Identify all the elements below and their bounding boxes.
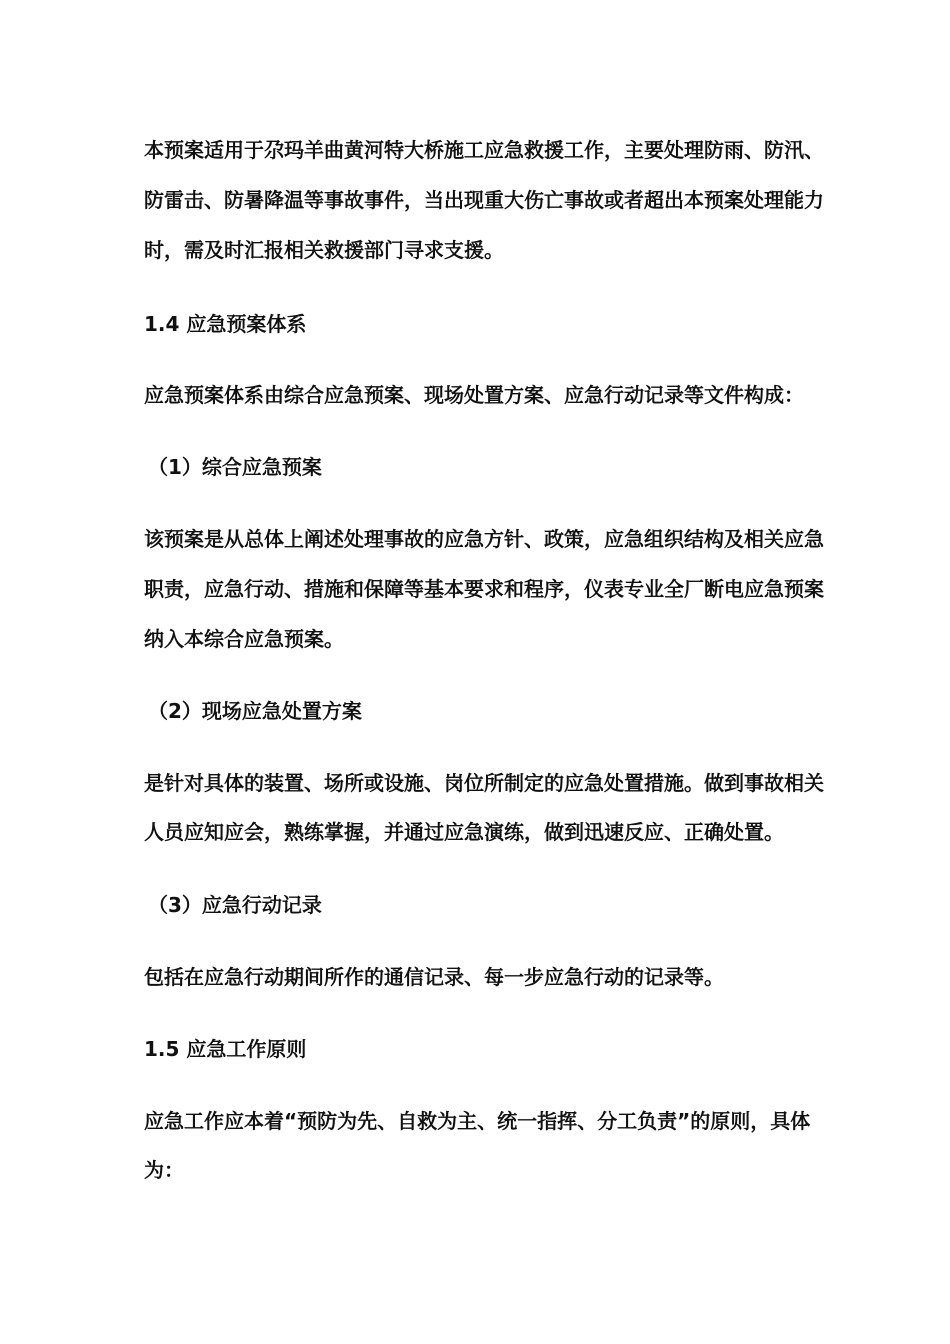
paragraph-scope-line-2: 防雷击、防暑降温等事故事件，当出现重大伤亡事故或者超出本预案处理能力 [144,188,824,212]
paragraph-principle-line-1: 应急工作应本着“预防为先、自救为主、统一指挥、分工负责”的原则，具体 [144,1109,811,1133]
subheading-action-record: （3）应急行动记录 [148,893,322,917]
paragraph-comprehensive-line-1: 该预案是从总体上阐述处理事故的应急方针、政策，应急组织结构及相关应急 [144,527,824,551]
section-heading-1-5: 1.5 应急工作原则 [144,1037,307,1061]
subheading-comprehensive-plan: （1）综合应急预案 [148,455,322,479]
subheading-onsite-plan: （2）现场应急处置方案 [148,699,362,723]
paragraph-onsite-line-2: 人员应知应会，熟练掌握，并通过应急演练，做到迅速反应、正确处置。 [144,820,784,844]
paragraph-action-record-line-1: 包括在应急行动期间所作的通信记录、每一步应急行动的记录等。 [144,965,724,989]
paragraph-comprehensive-line-3: 纳入本综合应急预案。 [144,627,344,651]
section-heading-1-4: 1.4 应急预案体系 [144,312,307,336]
paragraph-onsite-line-1: 是针对具体的装置、场所或设施、岗位所制定的应急处置措施。做到事故相关 [144,771,824,795]
paragraph-comprehensive-line-2: 职责，应急行动、措施和保障等基本要求和程序，仪表专业全厂断电应急预案 [144,577,824,601]
paragraph-scope-line-1: 本预案适用于尕玛羊曲黄河特大桥施工应急救援工作，主要处理防雨、防汛、 [144,138,824,162]
paragraph-scope-line-3: 时，需及时汇报相关救援部门寻求支援。 [144,238,504,262]
paragraph-principle-line-2: 为： [144,1158,184,1182]
paragraph-system-line-1: 应急预案体系由综合应急预案、现场处置方案、应急行动记录等文件构成： [144,383,804,407]
